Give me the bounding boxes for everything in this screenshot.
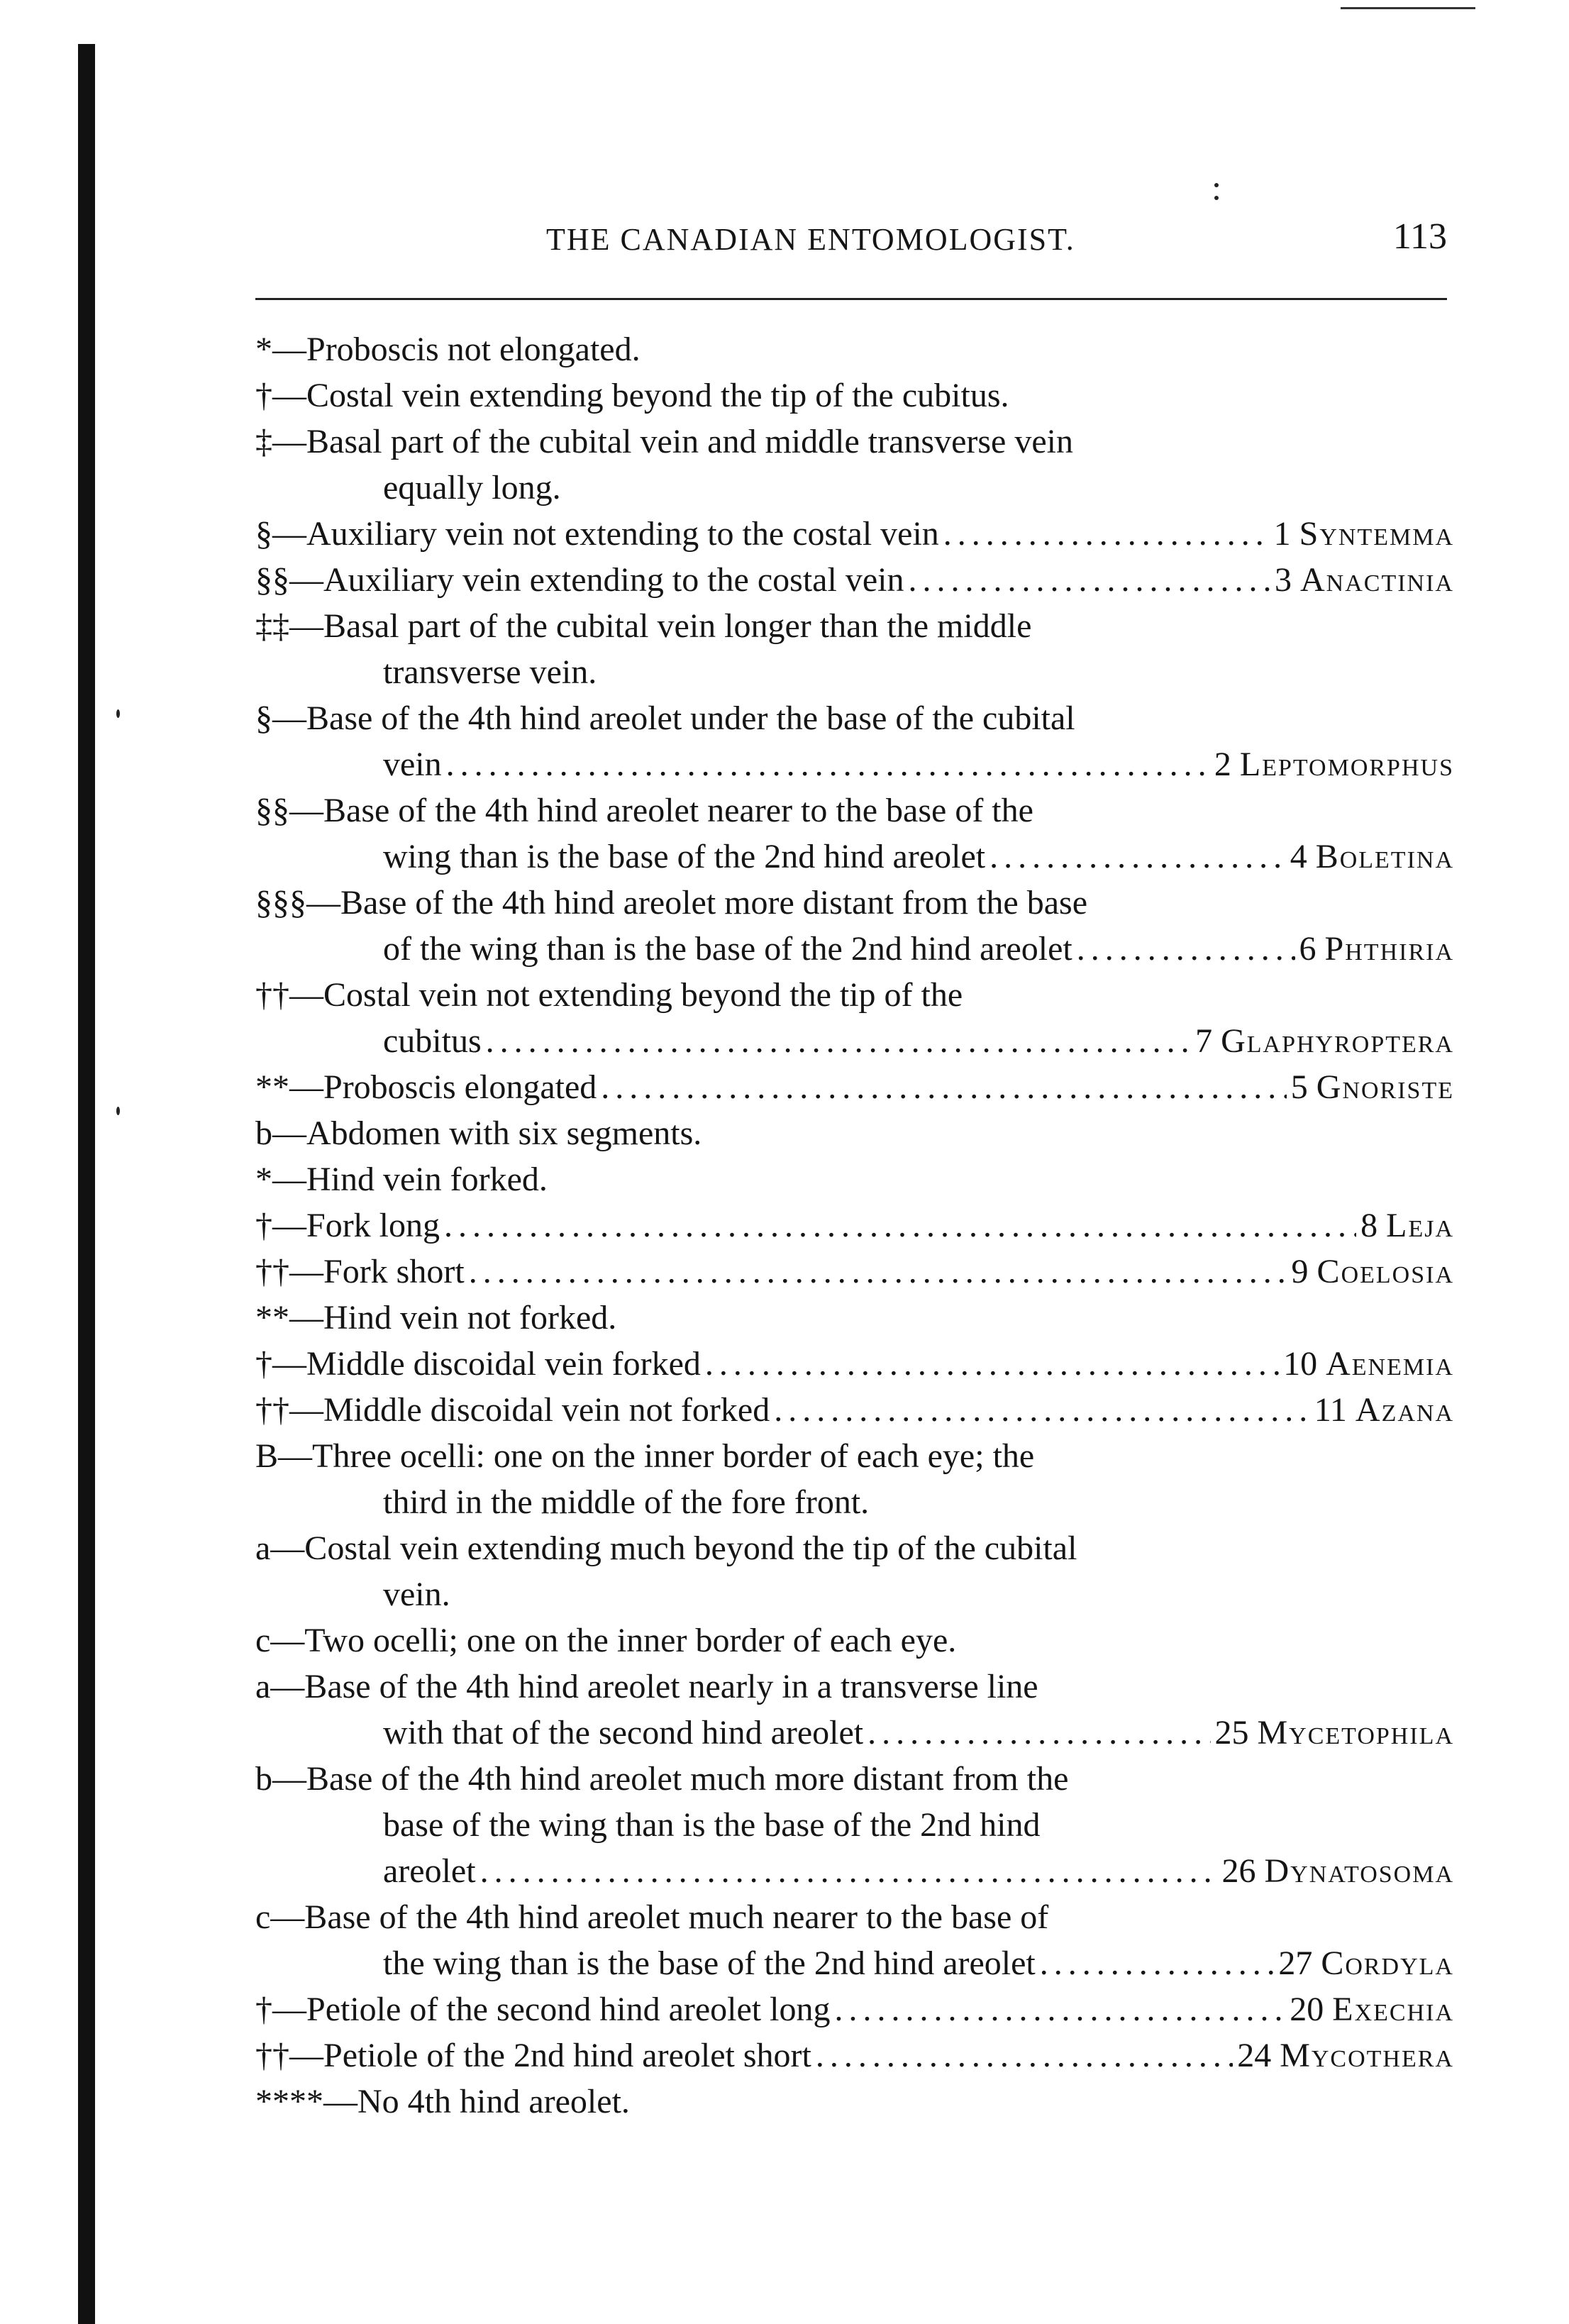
genus-number: 2	[1214, 746, 1231, 783]
key-couplet-line	[255, 419, 1454, 465]
key-couplet-line	[255, 557, 1454, 603]
couplet-text: cubitus	[383, 1022, 482, 1060]
genus-reference	[1274, 511, 1454, 557]
dot-leaders	[705, 1341, 1279, 1387]
header-rule	[255, 298, 1447, 300]
genus-name: Mycetophila	[1257, 1714, 1454, 1752]
couplet-text: ††—Costal vein not extending beyond the tip of the	[255, 976, 963, 1014]
couplet-text: b—Base of the 4th hind areolet much more distant from the	[255, 1760, 1069, 1798]
key-couplet-line	[255, 2079, 1454, 2125]
dot-leaders	[867, 1710, 1210, 1756]
genus-reference	[1290, 1986, 1454, 2032]
genus-name: Anactinia	[1300, 561, 1454, 599]
couplet-text: ****—No 4th hind areolet.	[255, 2083, 630, 2120]
key-couplet-line	[255, 1617, 1454, 1664]
couplet-text: vein.	[383, 1576, 450, 1613]
genus-name: Aenemia	[1326, 1345, 1454, 1383]
dot-leaders	[469, 1249, 1287, 1295]
couplet-text: ‡‡—Basal part of the cubital vein longer than the middle	[255, 607, 1032, 645]
key-continuation-line	[255, 649, 1454, 695]
genus-number: 24	[1237, 2037, 1272, 2074]
key-couplet-line	[255, 972, 1454, 1018]
dot-leaders	[1077, 926, 1295, 972]
genus-number: 5	[1290, 1068, 1308, 1106]
couplet-text: †—Costal vein extending beyond the tip of the cubitus.	[255, 377, 1009, 414]
couplet-text: **—Proboscis elongated	[255, 1068, 597, 1106]
genus-name: Exechia	[1332, 1991, 1454, 2028]
scan-speck	[1214, 196, 1219, 200]
key-couplet-line	[255, 880, 1454, 926]
couplet-text: §—Base of the 4th hind areolet under the base of the cubital	[255, 699, 1075, 737]
key-couplet-line	[255, 695, 1454, 741]
genus-reference	[1221, 1848, 1454, 1894]
running-head: THE CANADIAN ENTOMOLOGIST.	[546, 222, 1075, 257]
scan-speck	[1214, 183, 1219, 187]
genus-name: Glaphyroptera	[1221, 1022, 1454, 1060]
couplet-text: †—Petiole of the second hind areolet long	[255, 1991, 831, 2028]
key-couplet-line	[255, 372, 1454, 419]
genus-reference	[1291, 1064, 1454, 1110]
genus-name: Boletina	[1315, 838, 1454, 875]
couplet-text: ††—Fork short	[255, 1253, 465, 1290]
couplet-text: ‡—Basal part of the cubital vein and middle transverse vein	[255, 423, 1073, 460]
scan-top-mark	[1341, 7, 1475, 9]
dot-leaders	[446, 741, 1210, 787]
genus-name: Mycothera	[1280, 2037, 1454, 2074]
genus-reference	[1215, 1710, 1455, 1756]
genus-reference	[1314, 1387, 1454, 1433]
page-number: 113	[1392, 216, 1447, 257]
genus-reference	[1195, 1018, 1454, 1064]
genus-reference	[1292, 1249, 1454, 1295]
genus-name: Gnoriste	[1316, 1068, 1454, 1106]
scan-speck	[116, 709, 120, 718]
key-continuation-line	[255, 926, 1454, 972]
dot-leaders	[989, 834, 1286, 880]
key-couplet-line	[255, 1295, 1454, 1341]
couplet-text: areolet	[383, 1852, 476, 1890]
key-couplet-line	[255, 1202, 1454, 1249]
key-continuation-line	[255, 1018, 1454, 1064]
couplet-text: with that of the second hind areolet	[383, 1714, 864, 1752]
key-couplet-line	[255, 1894, 1454, 1940]
genus-name: Dynatosoma	[1264, 1852, 1454, 1890]
genus-number: 3	[1275, 561, 1292, 599]
key-couplet-line	[255, 1986, 1454, 2032]
key-continuation-line	[255, 1710, 1454, 1756]
genus-number: 4	[1290, 838, 1307, 875]
dot-leaders	[1040, 1940, 1275, 1986]
key-couplet-line	[255, 1387, 1454, 1433]
key-couplet-line	[255, 2032, 1454, 2079]
genus-number: 9	[1291, 1253, 1309, 1290]
genus-reference	[1214, 741, 1454, 787]
key-couplet-line	[255, 787, 1454, 834]
key-couplet-line	[255, 1064, 1454, 1110]
couplet-text: equally long.	[383, 469, 561, 507]
scan-binding-shadow	[78, 44, 95, 2324]
dot-leaders	[834, 1986, 1285, 2032]
couplet-text: **—Hind vein not forked.	[255, 1299, 617, 1337]
couplet-text: *—Hind vein forked.	[255, 1161, 548, 1198]
dot-leaders	[774, 1387, 1309, 1433]
genus-number: 27	[1278, 1944, 1313, 1982]
couplet-text: third in the middle of the fore front.	[383, 1483, 870, 1521]
key-continuation-line	[255, 1802, 1454, 1848]
key-couplet-line	[255, 1756, 1454, 1802]
key-couplet-line	[255, 326, 1454, 372]
genus-reference	[1275, 557, 1454, 603]
page-header	[255, 213, 1447, 277]
genus-number: 11	[1314, 1391, 1347, 1429]
key-continuation-line	[255, 1848, 1454, 1894]
key-couplet-line	[255, 1110, 1454, 1156]
genus-name: Leptomorphus	[1239, 746, 1454, 783]
couplet-text: *—Proboscis not elongated.	[255, 331, 641, 368]
couplet-text: B—Three ocelli: one on the inner border of each eye; the	[255, 1437, 1035, 1475]
key-couplet-line	[255, 1156, 1454, 1202]
couplet-text: a—Costal vein extending much beyond the tip of the cubital	[255, 1529, 1077, 1567]
couplet-text: §—Auxiliary vein not extending to the costal vein	[255, 515, 939, 553]
genus-number: 1	[1273, 515, 1291, 553]
couplet-text: ††—Middle discoidal vein not forked	[255, 1391, 770, 1429]
couplet-text: §§—Base of the 4th hind areolet nearer to the base of the	[255, 792, 1033, 829]
couplet-text: of the wing than is the base of the 2nd hind areolet	[383, 930, 1072, 968]
genus-reference	[1237, 2032, 1454, 2079]
genus-number: 25	[1214, 1714, 1249, 1752]
genus-number: 26	[1221, 1852, 1256, 1890]
key-couplet-line	[255, 1249, 1454, 1295]
genus-name: Azana	[1355, 1391, 1454, 1429]
genus-reference	[1299, 926, 1454, 972]
couplet-text: §§§—Base of the 4th hind areolet more distant from the base	[255, 884, 1088, 922]
key-couplet-line	[255, 1525, 1454, 1571]
couplet-text: the wing than is the base of the 2nd hind areolet	[383, 1944, 1036, 1982]
identification-key	[255, 326, 1454, 2125]
dot-leaders	[480, 1848, 1218, 1894]
key-continuation-line	[255, 465, 1454, 511]
key-continuation-line	[255, 741, 1454, 787]
genus-name: Cordyla	[1321, 1944, 1454, 1982]
genus-name: Phthiria	[1324, 930, 1454, 968]
key-continuation-line	[255, 1940, 1454, 1986]
key-couplet-line	[255, 1664, 1454, 1710]
genus-reference	[1278, 1940, 1454, 1986]
couplet-text: base of the wing than is the base of the 2nd hind	[383, 1806, 1041, 1844]
key-couplet-line	[255, 1341, 1454, 1387]
dot-leaders	[943, 511, 1270, 557]
dot-leaders	[601, 1064, 1287, 1110]
couplet-text: c—Two ocelli; one on the inner border of each eye.	[255, 1622, 957, 1659]
key-continuation-line	[255, 834, 1454, 880]
key-couplet-line	[255, 1433, 1454, 1479]
couplet-text: b—Abdomen with six segments.	[255, 1114, 702, 1152]
genus-number: 7	[1195, 1022, 1213, 1060]
genus-name: Coelosia	[1316, 1253, 1454, 1290]
dot-leaders	[444, 1202, 1356, 1249]
genus-reference	[1283, 1341, 1454, 1387]
scan-speck	[116, 1107, 120, 1115]
couplet-text: ††—Petiole of the 2nd hind areolet short	[255, 2037, 811, 2074]
couplet-text: a—Base of the 4th hind areolet nearly in a transverse line	[255, 1668, 1038, 1705]
genus-number: 6	[1299, 930, 1316, 968]
dot-leaders	[816, 2032, 1233, 2079]
dot-leaders	[908, 557, 1270, 603]
couplet-text: †—Middle discoidal vein forked	[255, 1345, 701, 1383]
couplet-text: c—Base of the 4th hind areolet much nearer to the base of	[255, 1898, 1049, 1936]
genus-number: 8	[1360, 1207, 1378, 1244]
key-continuation-line	[255, 1479, 1454, 1525]
couplet-text: §§—Auxiliary vein extending to the costal vein	[255, 561, 904, 599]
couplet-text: transverse vein.	[383, 653, 597, 691]
genus-name: Syntemma	[1299, 515, 1454, 553]
genus-number: 20	[1290, 1991, 1324, 2028]
couplet-text: wing than is the base of the 2nd hind areolet	[383, 838, 986, 875]
key-couplet-line	[255, 511, 1454, 557]
genus-reference	[1290, 834, 1454, 880]
couplet-text: vein	[383, 746, 442, 783]
couplet-text: †—Fork long	[255, 1207, 440, 1244]
genus-number: 10	[1283, 1345, 1318, 1383]
dot-leaders	[486, 1018, 1191, 1064]
genus-name: Leja	[1386, 1207, 1454, 1244]
key-continuation-line	[255, 1571, 1454, 1617]
genus-reference	[1360, 1202, 1454, 1249]
key-couplet-line	[255, 603, 1454, 649]
